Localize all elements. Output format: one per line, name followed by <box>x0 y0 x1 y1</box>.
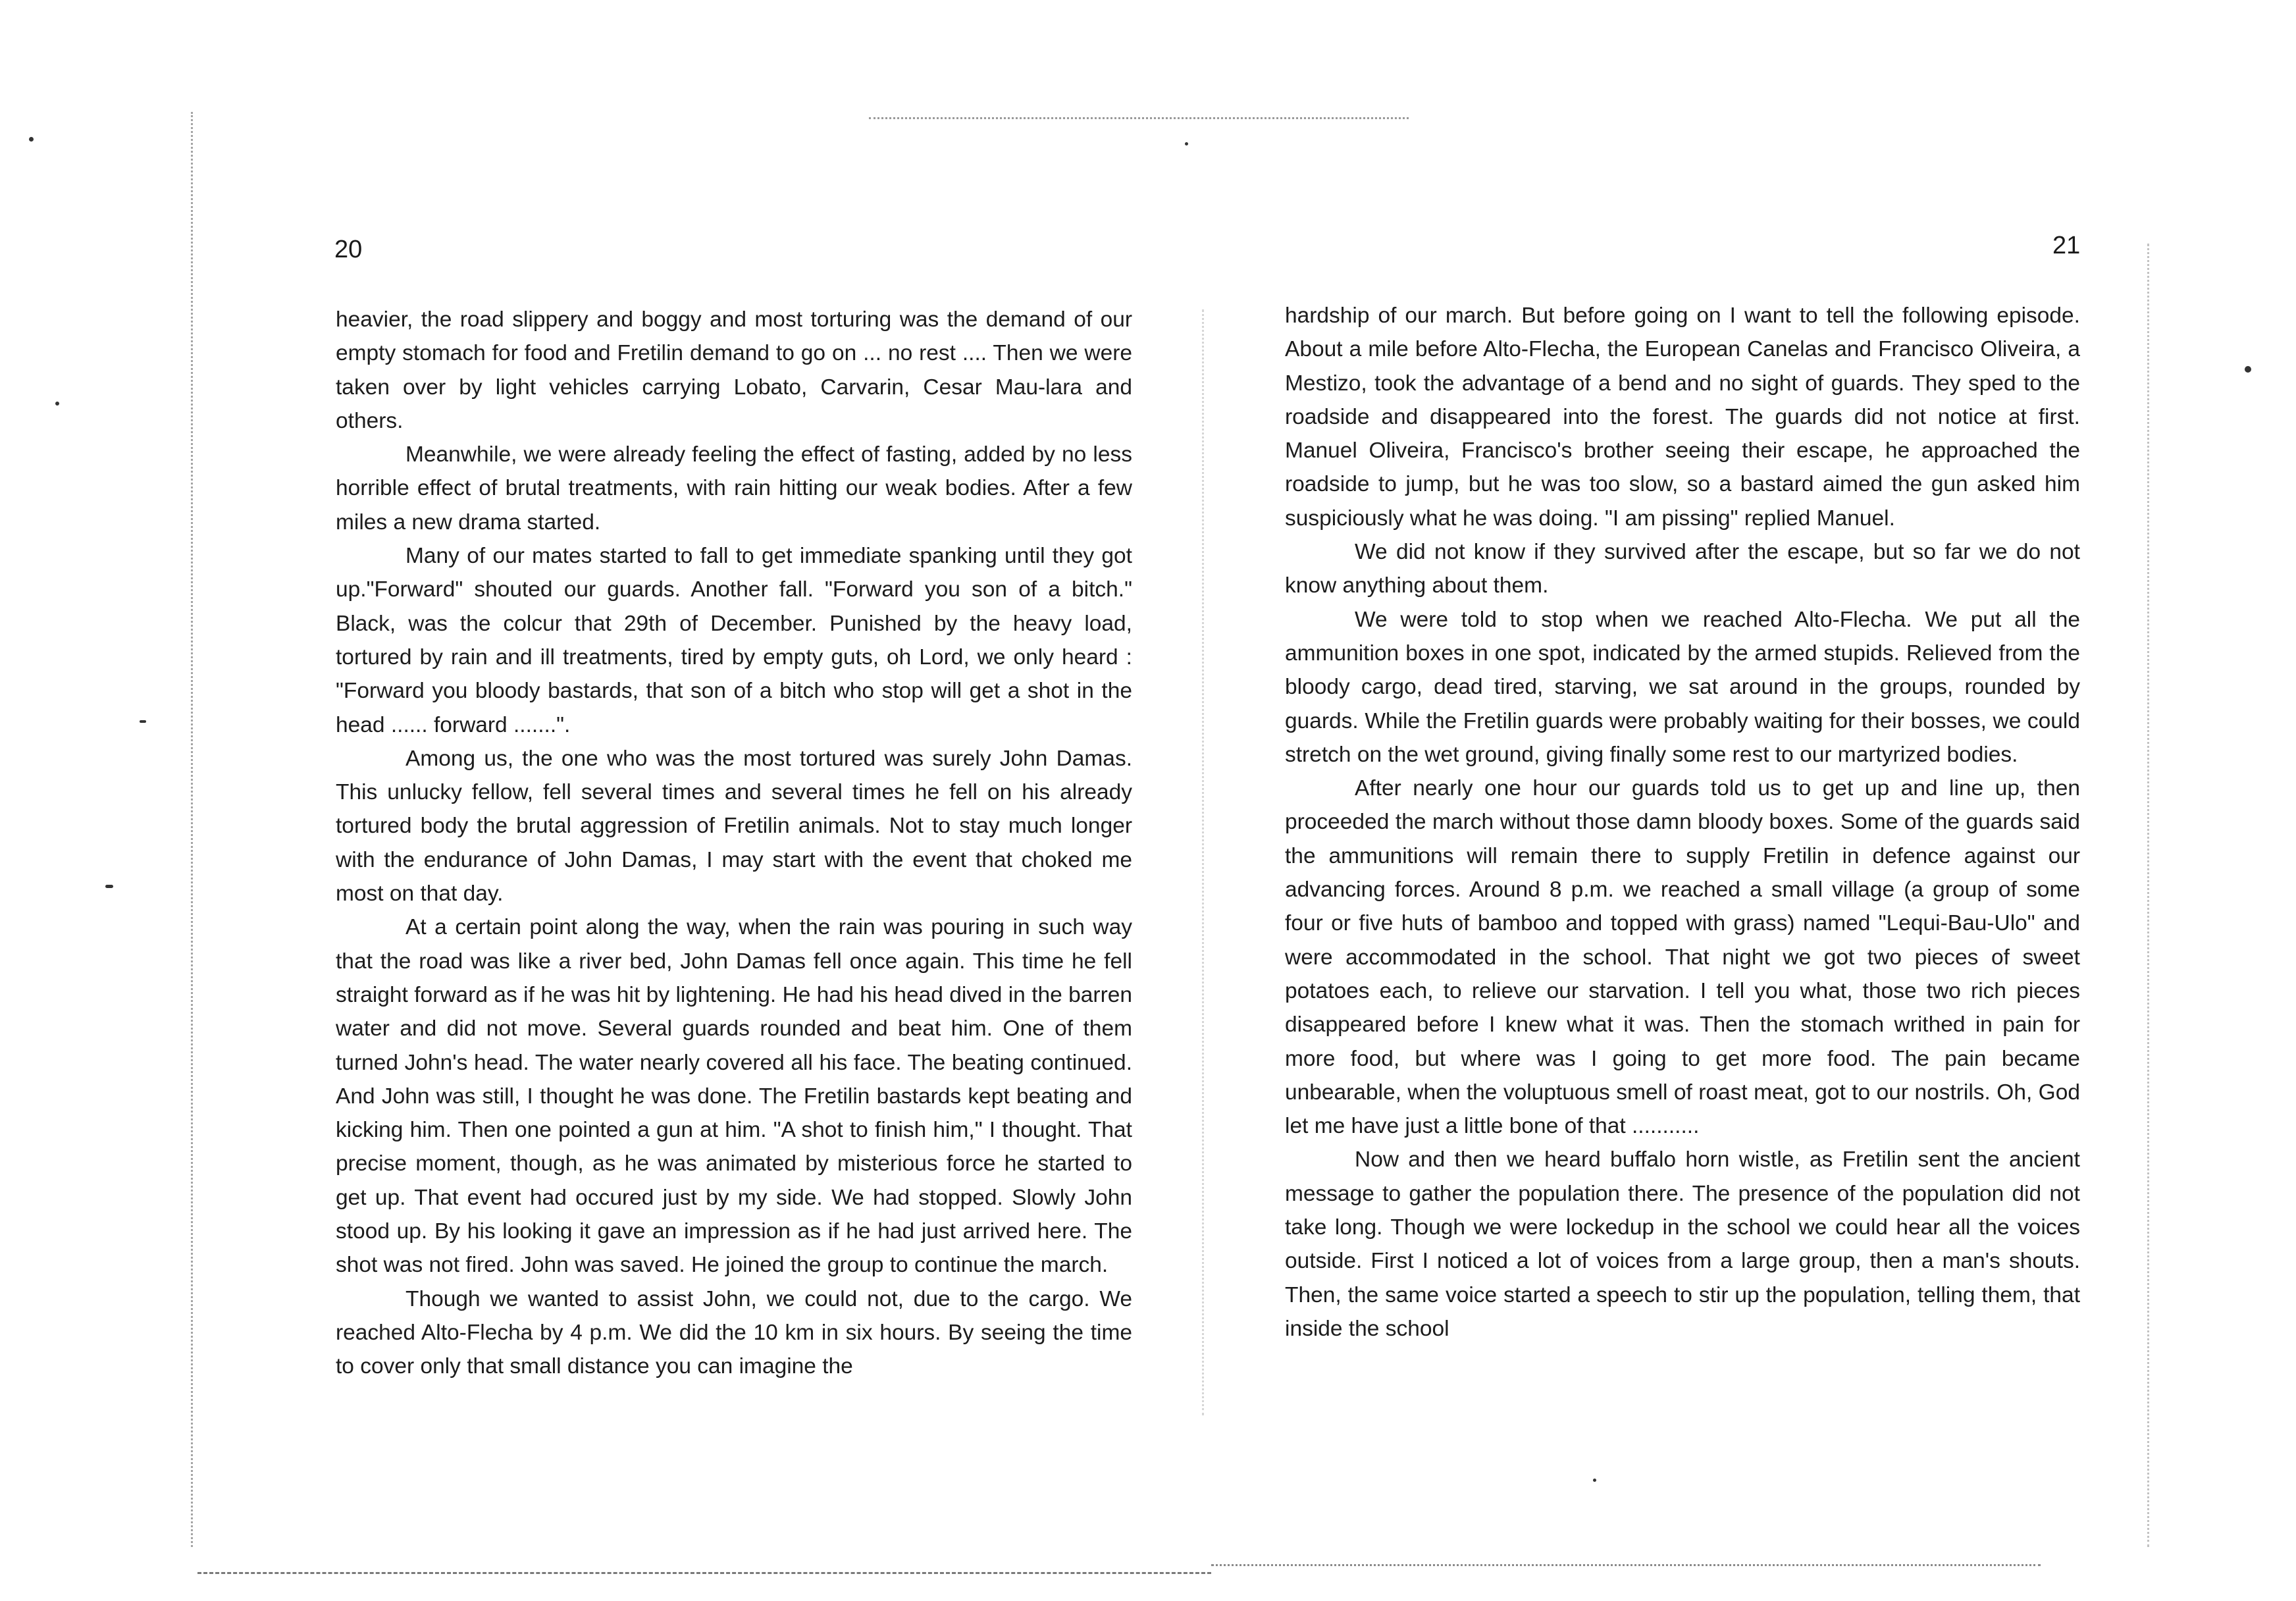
scan-speck <box>55 402 59 406</box>
paragraph: Now and then we heard buffalo horn wistle, as Fretilin sent the ancient message to gather the population there. The presence of the population did not take long. Though we were lockedup in the school we could hear all the voices outside. First I noticed a lot of voices from a large group, then a man's shouts. Then, the same voice started a speech to stir up the population, telling them, that inside the school <box>1285 1147 2080 1341</box>
paragraph: At a certain point along the way, when the rain was pouring in such way that the road was like a river bed, John Damas fell once again. This time he fell straight forward as if he was hit by lightening. He had his head dived in the barren water and did not move. Several guards rounded and beat him. One of them turned John's head. The water nearly covered all his face. The beating continued. And John was still, I thought he was done. The Fretilin bastards kept beating and kicking him. Then one pointed a gun at him. "A shot to finish him," I thought. That precise moment, though, as he was animated by misterious force he started to get up. That event had occured just by my side. We had stopped. Slowly John stood up. By his looking it gave an impression as if he had just arrived here. The shot was not fired. John was saved. He joined the group to continue the march. <box>336 915 1132 1278</box>
scan-speck <box>2245 366 2251 373</box>
scan-right-edge-line <box>2147 244 2149 1547</box>
paragraph: We were told to stop when we reached Alto-Flecha. We put all the ammunition boxes in one spot, indicated by the armed stupids. Relieved from the bloody cargo, dead tired, starving, we sat around in the groups, rounded by guards. While the Fretilin guards were probably waiting for their bosses, we could stretch on the wet ground, giving finally some rest to our martyrized bodies. <box>1285 607 2080 767</box>
left-page-text <box>336 303 1132 1384</box>
scan-gutter-line <box>1202 309 1204 1415</box>
scan-left-edge-line <box>191 112 193 1547</box>
scan-bottom-edge-line <box>197 1572 1211 1574</box>
scan-speck <box>1593 1479 1596 1482</box>
paragraph: Though we wanted to assist John, we could not, due to the cargo. We reached Alto-Flecha by 4 p.m. We did the 10 km in six hours. By seeing the time to cover only that small distance you can imagine the <box>336 1286 1132 1379</box>
page-number-right: 21 <box>2052 232 2081 259</box>
scan-top-edge-line <box>869 117 1409 119</box>
right-page-text <box>1285 299 2080 1346</box>
scan-speck <box>29 137 34 142</box>
page-number-left: 20 <box>334 236 363 263</box>
paragraph: Many of our mates started to fall to get immediate spanking until they got up."Forward" shouted our guards. Another fall. "Forward you son of a bitch." Black, was the colcur that 29th of December. Punished by the heavy load, tortured by rain and ill treatments, tired by empty guts, oh Lord, we only heard : "Forward you bloody bastards, that son of a bitch who stop will get a shot in the head ...... forward .......". <box>336 544 1132 737</box>
paragraph: After nearly one hour our guards told us to get up and line up, then proceeded the march without those damn bloody boxes. Some of the guards said the ammunitions will remain there to supply Fretilin in defence against our advancing forces. Around 8 p.m. we reached a small village (a group of some four or five huts of bamboo and topped with grass) named "Lequi-Bau-Ulo" and were accommodated in the school. That night we got two pieces of sweet potatoes each, to relieve our starvation. I tell you what, those two rich pieces disappeared before I knew what it was. Then the stomach writhed in pain for more food, but where was I going to get more food. The pain became unbearable, when the voluptuous smell of roast meat, got to our nostrils. Oh, God let me have just a little bone of that ........... <box>1285 776 2080 1139</box>
paragraph: Among us, the one who was the most tortured was surely John Damas. This unlucky fellow, fell several times and several times he fell on his already tortured body the brutal aggression of Fretilin animals. Not to stay much longer with the endurance of John Damas, I may start with the event that choked me most on that day. <box>336 746 1132 906</box>
paragraph: We did not know if they survived after the escape, but so far we do not know anything about them. <box>1285 540 2080 598</box>
paragraph: heavier, the road slippery and boggy and most torturing was the demand of our empty stomach for food and Fretilin demand to go on ... no rest .... Then we were taken over by light vehicles carrying Lobato, Carvarin, Cesar Mau-lara and others. <box>336 307 1132 433</box>
paragraph: hardship of our march. But before going on I want to tell the following episode. About a mile before Alto-Flecha, the European Canelas and Francisco Oliveira, a Mestizo, took the advantage of a bend and no sight of guards. They sped to the roadside and disappeared into the forest. The guards did not notice at first. Manuel Oliveira, Francisco's brother seeing their escape, he approached the roadside to jump, but he was too slow, so a bastard aimed the gun asked him suspiciously what he was doing. "I am pissing" replied Manuel. <box>1285 303 2080 531</box>
scan-speck <box>140 720 146 723</box>
paragraph: Meanwhile, we were already feeling the effect of fasting, added by no less horrible effect of brutal treatments, with rain hitting our weak bodies. After a few miles a new drama started. <box>336 442 1132 535</box>
scan-speck <box>105 885 113 888</box>
scan-speck <box>1185 142 1188 145</box>
scan-bottom-edge-line-right <box>1211 1564 2041 1566</box>
